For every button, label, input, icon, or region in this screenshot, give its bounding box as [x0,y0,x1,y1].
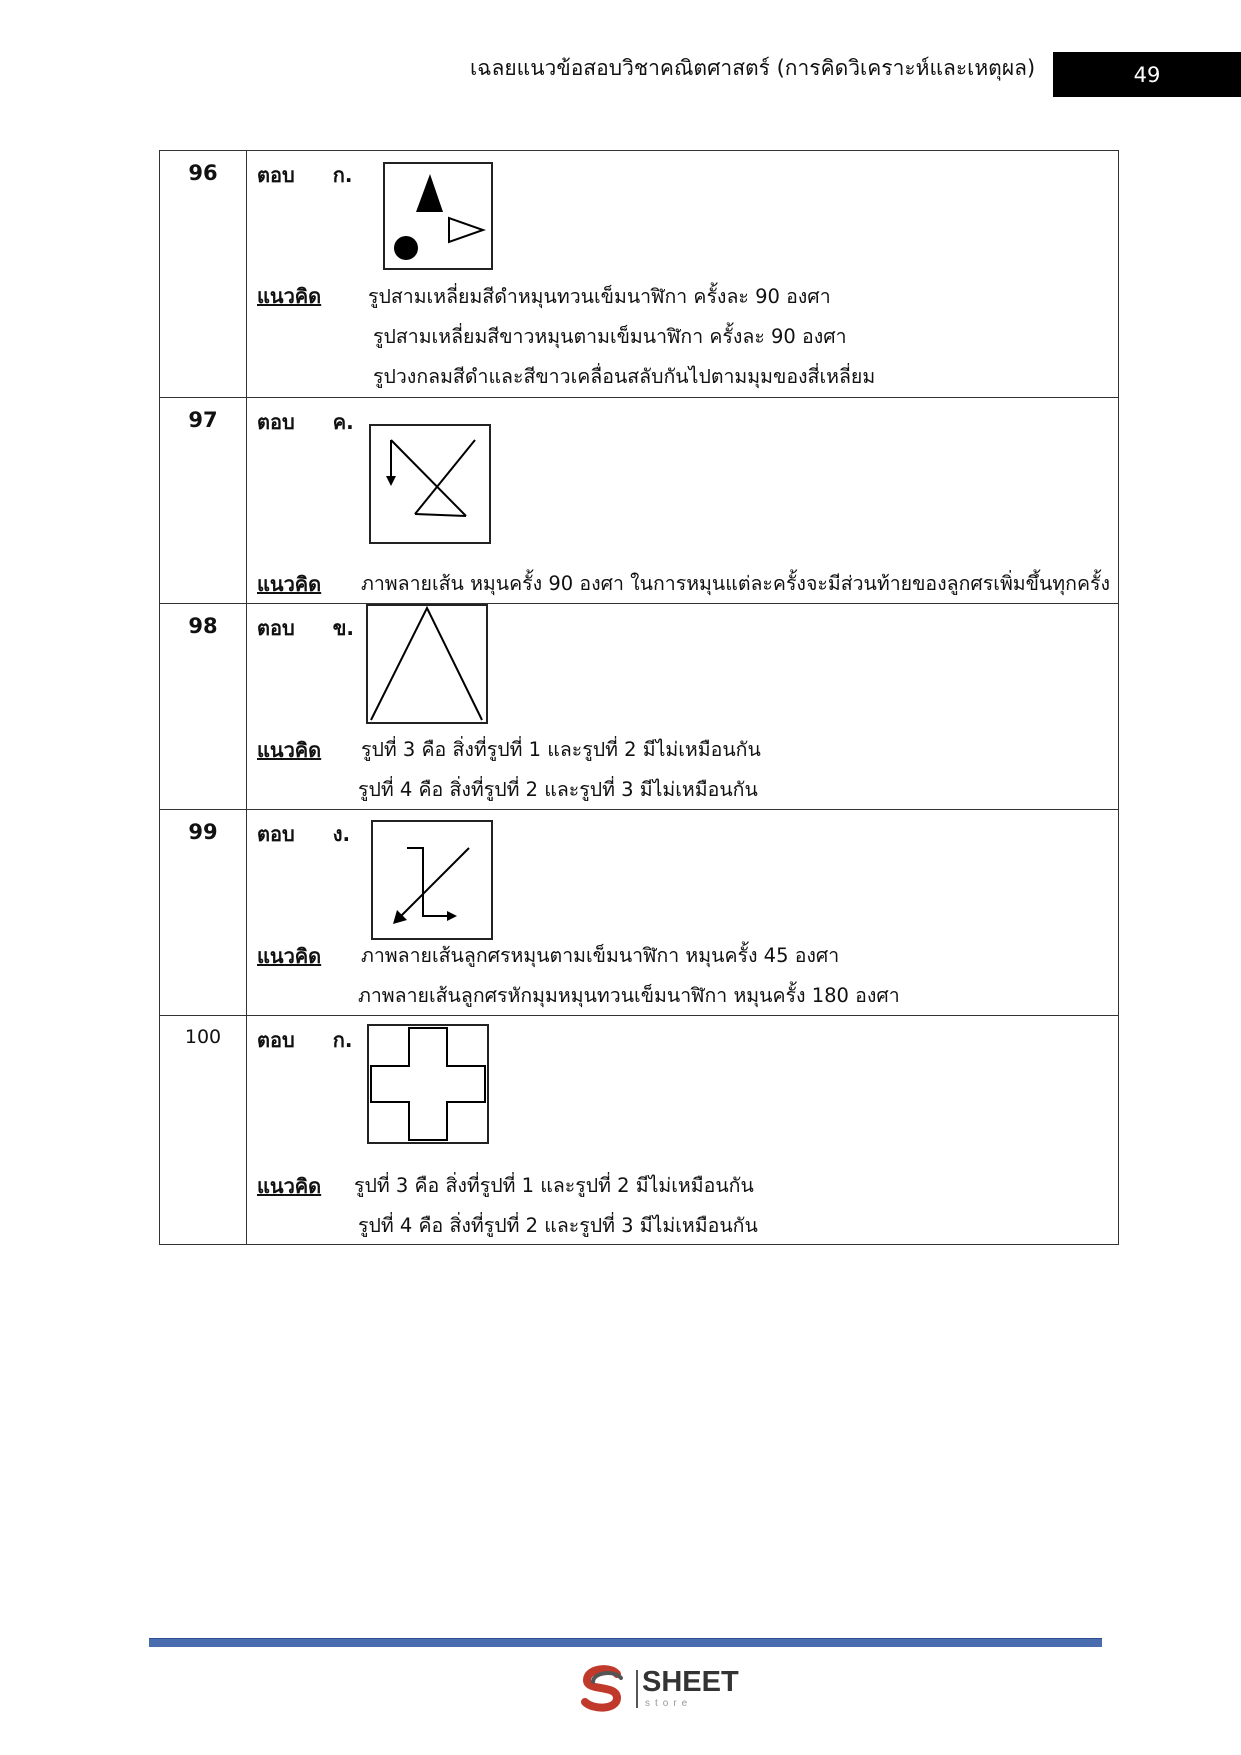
explanation-text: ภาพลายเส้นลูกศรหักมุมหมุนทวนเข็มนาฬิกา หมุนครั้ง 180 องศา [358,984,900,1007]
answer-line [257,159,352,191]
table-row [160,398,1119,604]
explanation-text: ภาพลายเส้น หมุนครั้ง 90 องศา ในการหมุนแต่ละครั้งจะมีส่วนท้ายของลูกศรเพิ่มขึ้นทุกครั้ง [361,572,1111,595]
explanation-text: รูปสามเหลี่ยมสีดำหมุนทวนเข็มนาฬิกา ครั้งละ 90 องศา [368,285,831,308]
explanation-label: แนวคิด [257,738,322,762]
table-row [160,604,1119,810]
explanation-text: ภาพลายเส้นลูกศรหมุนตามเข็มนาฬิกา หมุนครั้ง 45 องศา [361,944,840,967]
triangles-circle-figure [385,164,491,268]
answer-line [257,406,354,438]
inverted-v-figure [368,606,486,722]
explanation-text: รูปที่ 4 คือ สิ่งที่รูปที่ 2 และรูปที่ 3 มีไม่เหมือนกัน [358,1214,758,1237]
answer-figure [369,424,491,544]
explanation-label: แนวคิด [257,1174,322,1198]
sheet-store-logo [575,1662,745,1714]
explanation-text: รูปวงกลมสีดำและสีขาวเคลื่อนสลับกันไปตามมุมของสี่เหลี่ยม [373,365,876,388]
answer-figure [371,820,493,940]
header-title: เฉลยแนวข้อสอบวิชาคณิตศาสตร์ (การคิดวิเคราะห์และเหตุผล) [470,56,1036,80]
table-row [160,1016,1119,1245]
table-row [160,151,1119,398]
logo-separator [636,1670,638,1708]
cross-figure [369,1026,487,1142]
answer-table [159,150,1119,1245]
explanation-text: รูปที่ 4 คือ สิ่งที่รูปที่ 2 และรูปที่ 3 มีไม่เหมือนกัน [358,778,758,801]
answer-label: ตอบ [257,822,295,846]
zigzag-arrows-figure [373,822,491,938]
answer-line [257,612,354,644]
question-number: 97 [160,398,247,604]
explanation-text: รูปสามเหลี่ยมสีขาวหมุนตามเข็มนาฬิกา ครั้งละ 90 องศา [373,325,847,348]
line-pattern-arrow-figure [371,426,489,542]
answer-label: ตอบ [257,410,295,434]
answer-label: ตอบ [257,616,295,640]
answer-figure [367,1024,489,1144]
answer-label: ตอบ [257,1028,295,1052]
answer-choice: ค. [332,410,354,434]
logo-s-icon [575,1662,629,1714]
answer-figure [366,604,488,724]
explanation-label: แนวคิด [257,944,322,968]
logo-text: SHEET [642,1666,739,1698]
answer-choice: ก. [332,163,353,187]
logo-subtext: store [645,1698,693,1709]
footer-bar [149,1638,1102,1647]
answer-choice: ก. [332,1028,353,1052]
question-number: 98 [160,604,247,810]
explanation-label: แนวคิด [257,284,322,308]
question-number: 96 [160,151,247,398]
question-number: 99 [160,810,247,1016]
answer-figure [383,162,493,270]
explanation-label: แนวคิด [257,572,322,596]
question-number: 100 [160,1016,247,1245]
answer-line [257,818,350,850]
answer-line [257,1024,352,1056]
answer-label: ตอบ [257,163,295,187]
answer-choice: ง. [332,822,351,846]
page-number: 49 [1053,52,1241,97]
table-row [160,810,1119,1016]
explanation-text: รูปที่ 3 คือ สิ่งที่รูปที่ 1 และรูปที่ 2 มีไม่เหมือนกัน [361,738,761,761]
answer-choice: ข. [332,616,354,640]
explanation-text: รูปที่ 3 คือ สิ่งที่รูปที่ 1 และรูปที่ 2 มีไม่เหมือนกัน [354,1174,754,1197]
